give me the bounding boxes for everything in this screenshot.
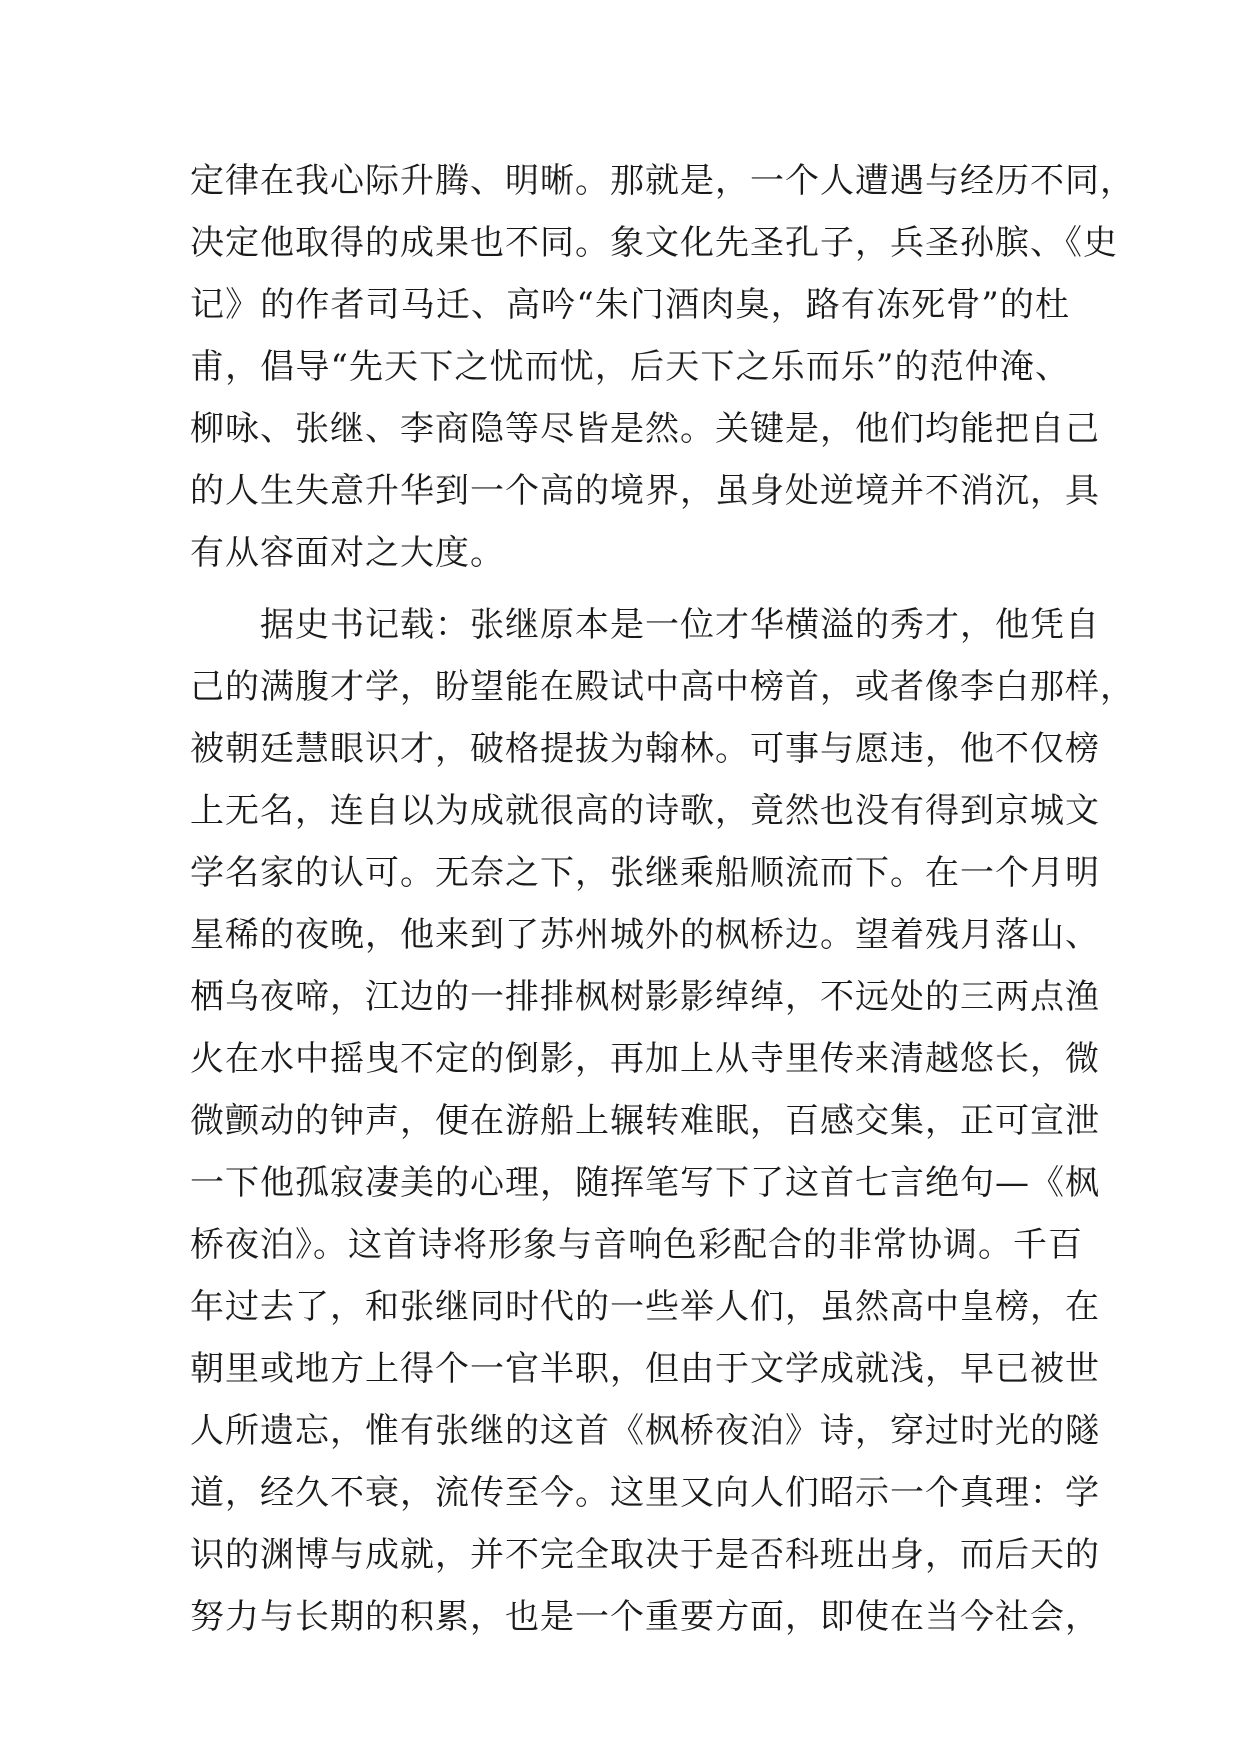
text-line: 上无名，连自以为成就很高的诗歌，竟然也没有得到京城文	[190, 791, 1100, 831]
text-line: 星稀的夜晚，他来到了苏州城外的枫桥边。望着残月落山、	[190, 915, 1100, 955]
text-line: 努力与长期的积累，也是一个重要方面，即使在当今社会，	[190, 1597, 1100, 1637]
body-text	[190, 150, 1135, 1648]
text-line: 被朝廷慧眼识才，破格提拔为翰林。可事与愿违，他不仅榜	[190, 729, 1100, 769]
paragraph-gap	[190, 584, 1070, 594]
text-line: 朝里或地方上得个一官半职，但由于文学成就浅，早已被世	[190, 1349, 1100, 1389]
text-line: 道，经久不衰，流传至今。这里又向人们昭示一个真理：学	[190, 1473, 1100, 1513]
text-line: 火在水中摇曳不定的倒影，再加上从寺里传来清越悠长，微	[190, 1039, 1100, 1079]
text-line: 据史书记载：张继原本是一位才华横溢的秀才，他凭自	[190, 605, 1100, 645]
text-line: 定律在我心际升腾、明晰。那就是，一个人遭遇与经历不同，	[190, 161, 1135, 201]
text-line: 有从容面对之大度。	[190, 533, 505, 573]
paragraph-2	[190, 594, 1135, 1648]
text-line: 栖乌夜啼，江边的一排排枫树影影绰绰，不远处的三两点渔	[190, 977, 1100, 1017]
text-line: 的人生失意升华到一个高的境界，虽身处逆境并不消沉，具	[190, 471, 1100, 511]
text-line: 己的满腹才学，盼望能在殿试中高中榜首，或者像李白那样，	[190, 667, 1135, 707]
text-line: 甫，倡导“先天下之忧而忧，后天下之乐而乐”的范仲淹、	[190, 347, 1070, 387]
text-line: 人所遗忘，惟有张继的这首《枫桥夜泊》诗，穿过时光的隧	[190, 1411, 1100, 1451]
text-line: 决定他取得的成果也不同。象文化先圣孔子，兵圣孙膑、《史	[190, 223, 1118, 263]
text-line: 年过去了，和张继同时代的一些举人们，虽然高中皇榜，在	[190, 1287, 1100, 1327]
text-line: 一下他孤寂凄美的心理，随挥笔写下了这首七言绝句—《枫	[190, 1163, 1100, 1203]
paragraph-1	[190, 150, 1135, 584]
text-line: 识的渊博与成就，并不完全取决于是否科班出身，而后天的	[190, 1535, 1100, 1575]
text-line: 记》的作者司马迁、高吟“朱门酒肉臭，路有冻死骨”的杜	[190, 285, 1070, 325]
text-line: 微颤动的钟声，便在游船上辗转难眠，百感交集，正可宣泄	[190, 1101, 1100, 1141]
text-line: 桥夜泊》。这首诗将形象与音响色彩配合的非常协调。千百	[190, 1225, 1083, 1265]
text-line: 学名家的认可。无奈之下，张继乘船顺流而下。在一个月明	[190, 853, 1100, 893]
text-line: 柳咏、张继、李商隐等尽皆是然。关键是，他们均能把自己	[190, 409, 1100, 449]
